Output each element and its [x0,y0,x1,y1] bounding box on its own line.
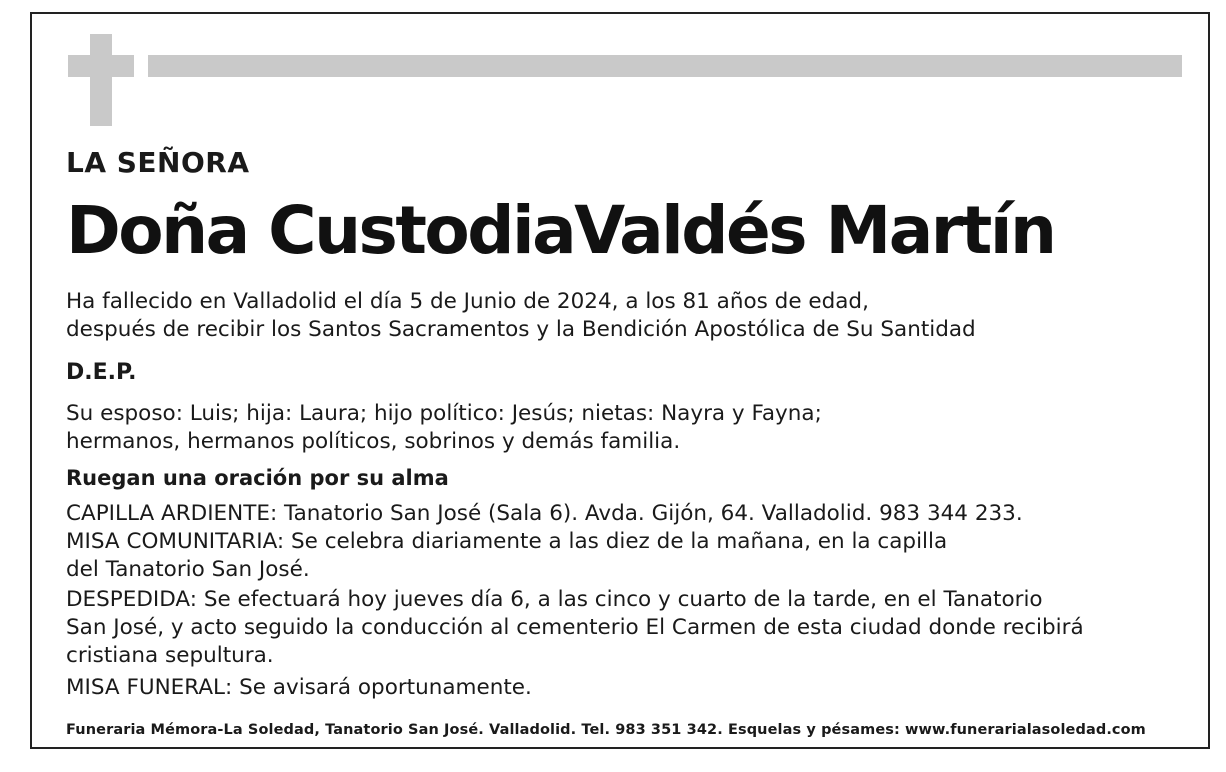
detail-line: del Tanatorio San José. [66,557,310,582]
detail-line: San José, y acto seguido la conducción al cementerio El Carmen de esta ciudad donde recibirá [66,615,1084,640]
detail-line: MISA FUNERAL: Se avisará oportunamente. [66,675,532,700]
footer-contact: Funeraria Mémora-La Soledad, Tanatorio San José. Valladolid. Tel. 983 351 342. Esquelas y pésames: www.funerarialasoledad.com [66,722,1146,738]
detail-line: cristiana sepultura. [66,643,274,668]
family-line-2: hermanos, hermanos políticos, sobrinos y demás familia. [66,429,681,454]
detail-line: CAPILLA ARDIENTE: Tanatorio San José (Sala 6). Avda. Gijón, 64. Valladolid. 983 344 233. [66,501,1023,526]
announcement-line-2: después de recibir los Santos Sacramentos y la Bendición Apostólica de Su Santidad [66,317,976,342]
family-line-1: Su esposo: Luis; hija: Laura; hijo político: Jesús; nietas: Nayra y Fayna; [66,401,822,426]
rip-label: D.E.P. [66,360,137,385]
prayer-request: Ruegan una oración por su alma [66,466,449,490]
deceased-name: Doña CustodiaValdés Martín [66,192,1055,269]
announcement-line-1: Ha fallecido en Valladolid el día 5 de Junio de 2024, a los 81 años de edad, [66,289,869,314]
cross-icon-vertical [90,34,112,126]
honorific: LA SEÑORA [66,146,250,179]
detail-line: MISA COMUNITARIA: Se celebra diariamente a las diez de la mañana, en la capilla [66,529,948,554]
cross-icon-horizontal [68,55,134,77]
detail-line: DESPEDIDA: Se efectuará hoy jueves día 6, a las cinco y cuarto de la tarde, en el Tanatorio [66,587,1043,612]
header-bar [148,55,1182,77]
